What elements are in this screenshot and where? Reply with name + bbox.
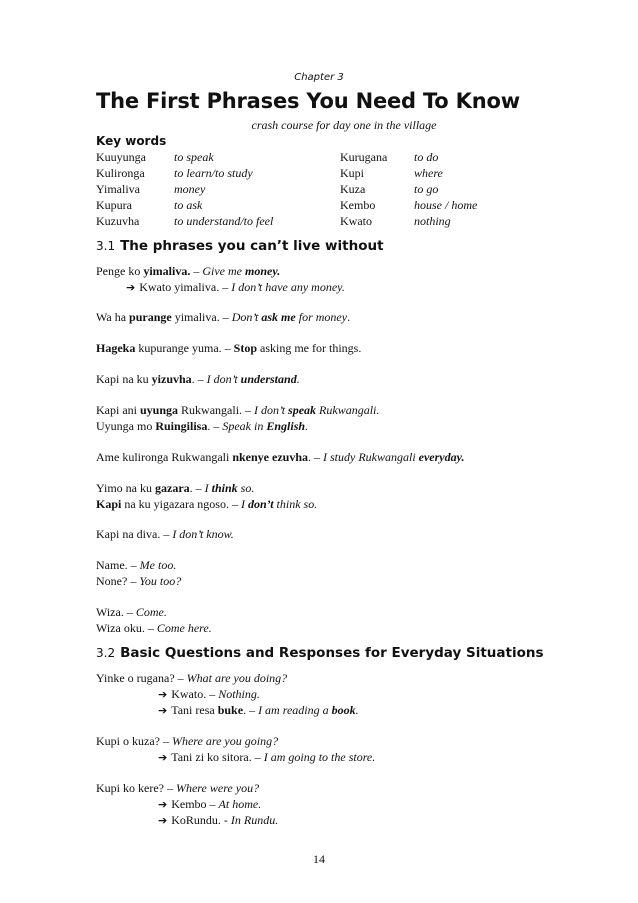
text-fragment: Ame kulironga Rukwangali [96,450,233,464]
text-fragment: money. [244,264,281,278]
text-fragment: don’t [247,497,274,511]
text-fragment: Tani resa [171,703,218,717]
phrase-line [96,341,361,356]
text-fragment: Where are you going? [171,734,279,748]
page-number: 14 [313,852,325,866]
text-fragment: book [331,703,356,717]
text-fragment: Me too. [139,558,177,572]
text-fragment: purange [129,310,172,324]
text-fragment: . [355,703,359,717]
text-fragment: Tani zi ko sitora. – [171,750,264,764]
phrase-line [96,264,280,279]
text-fragment: Don’t [231,310,262,324]
response-line [126,280,345,295]
phrase-line [96,621,212,636]
text-fragment: Kapi [96,497,122,511]
key-word-row [96,214,556,230]
section-number: 3.2 [96,646,116,660]
key-word-translation: to learn/to study [174,166,253,180]
text-fragment: Where were you? [175,781,260,795]
text-fragment: I [204,481,212,495]
text-fragment: What are you doing? [186,671,288,685]
text-fragment: I study Rukwangali [323,450,419,464]
section-heading-3-1 [96,238,384,254]
text-fragment: Wiza. – [96,605,136,619]
key-word: Kupi [340,166,364,180]
text-fragment: Yimo na ku [96,481,155,495]
phrase-line [96,450,465,465]
key-word-translation: to speak [174,150,214,164]
text-fragment: na ku yigazara ngoso. – [121,497,241,511]
text-fragment: Kwato. – [171,687,219,701]
text-fragment: . – [189,481,205,495]
text-fragment: think so. [273,497,318,511]
text-fragment: Rukwangali. – [178,403,255,417]
text-fragment: Kwato yimaliva. – [139,280,232,294]
phrase-line [96,310,350,325]
phrase-line [96,558,176,573]
text-fragment: KoRundu. - [171,813,231,827]
text-fragment: You too? [139,574,182,588]
text-fragment: I [240,497,248,511]
phrase-line [96,527,234,542]
text-fragment: I don’t [254,403,289,417]
text-fragment: Give me [202,264,245,278]
key-word-translation: to understand/to feel [174,214,274,228]
response-line [158,687,260,702]
key-word-translation: house / home [414,198,478,212]
key-word: Kembo [340,198,376,212]
section-title: Basic Questions and Responses for Everyday Situations [120,645,544,661]
text-fragment: Kupi o kuza? – [96,734,172,748]
key-word-translation: to go [414,182,439,196]
text-fragment: Uyunga mo [96,419,156,433]
text-fragment: Nothing. [218,687,260,701]
text-fragment: Hageka [96,341,136,355]
text-fragment: . – [243,703,259,717]
text-fragment: Kupi ko kere? – [96,781,176,795]
key-word-translation: to do [414,150,439,164]
text-fragment: yizuvha [151,372,192,386]
text-fragment: asking me for things. [257,341,362,355]
text-fragment: . – [207,419,223,433]
text-fragment: speak [288,403,317,417]
key-word: Kuuyunga [96,150,146,164]
key-word: Kupura [96,198,132,212]
text-fragment: . [296,372,300,386]
response-line [158,813,278,828]
text-fragment: I don’t have any money. [231,280,345,294]
key-word: Kurugana [340,150,388,164]
key-word: Yimaliva [96,182,140,196]
question-line [96,781,259,796]
text-fragment: Rukwangali. [316,403,380,417]
key-word-translation: where [414,166,443,180]
text-fragment: . [347,310,351,324]
phrase-line [96,419,308,434]
text-fragment: buke [217,703,244,717]
text-fragment: Kapi ani [96,403,140,417]
text-fragment: gazara [155,481,190,495]
key-word: Kuzuvha [96,214,140,228]
text-fragment: Speak in [222,419,267,433]
text-fragment: Penge ko [96,264,144,278]
text-fragment: English [266,419,306,433]
text-fragment: I am reading a [258,703,332,717]
arrow-right-icon: ➔ [158,798,168,811]
chapter-label: Chapter 3 [294,72,344,83]
key-word-row [96,150,556,166]
key-word-translation: money [174,182,206,196]
key-word-row [96,166,556,182]
key-word-row [96,198,556,214]
text-fragment: Stop [233,341,257,355]
text-fragment: uyunga [140,403,179,417]
text-fragment: so. [237,481,255,495]
text-fragment: Kapi na ku [96,372,152,386]
question-line [96,734,278,749]
text-fragment: Come here. [156,621,212,635]
page-title: The First Phrases You Need To Know [96,89,520,113]
phrase-line [96,497,317,512]
text-fragment: kupurange yuma. – [135,341,234,355]
text-fragment: yimaliva. [143,264,191,278]
text-fragment: Ruingilisa [155,419,208,433]
question-line [96,671,287,686]
text-fragment: None? – [96,574,140,588]
text-fragment: Kembo – [171,797,219,811]
text-fragment: Come. [135,605,167,619]
response-line [158,703,359,718]
key-word-translation: nothing [414,214,451,228]
text-fragment: Kapi na diva. – [96,527,173,541]
key-words-heading: Key words [96,134,167,148]
key-word-row [96,182,556,198]
key-word: Kwato [340,214,372,228]
text-fragment: I am going to the store. [263,750,376,764]
section-heading-3-2 [96,645,544,661]
arrow-right-icon: ➔ [158,704,168,717]
response-line [158,797,261,812]
phrase-line [96,481,254,496]
section-number: 3.1 [96,239,116,253]
text-fragment: Yinke o rugana? – [96,671,187,685]
text-fragment: . [305,419,309,433]
key-word: Kulironga [96,166,145,180]
section-title: The phrases you can’t live without [120,238,384,254]
text-fragment: Wa ha [96,310,130,324]
text-fragment: for money [295,310,348,324]
text-fragment: I don’t know. [172,527,234,541]
key-word-translation: to ask [174,198,203,212]
arrow-right-icon: ➔ [158,814,168,827]
text-fragment: everyday. [418,450,465,464]
response-line [158,750,375,765]
text-fragment: – [190,264,203,278]
text-fragment: yimaliva. – [171,310,232,324]
subtitle: crash course for day one in the village [251,118,437,132]
phrase-line [96,574,181,589]
key-word: Kuza [340,182,366,196]
text-fragment: . – [191,372,207,386]
arrow-right-icon: ➔ [126,281,136,294]
text-fragment: At home. [218,797,262,811]
text-fragment: understand [240,372,297,386]
text-fragment: think [211,481,238,495]
phrase-line [96,403,379,418]
text-fragment: I don’t [206,372,241,386]
arrow-right-icon: ➔ [158,751,168,764]
text-fragment: In Rundu. [230,813,279,827]
text-fragment: Wiza oku. – [96,621,157,635]
text-fragment: ask me [261,310,296,324]
text-fragment: . – [308,450,323,464]
arrow-right-icon: ➔ [158,688,168,701]
phrase-line [96,605,167,620]
phrase-line [96,372,300,387]
text-fragment: Name. – [96,558,140,572]
text-fragment: nkenye ezuvha [232,450,308,464]
